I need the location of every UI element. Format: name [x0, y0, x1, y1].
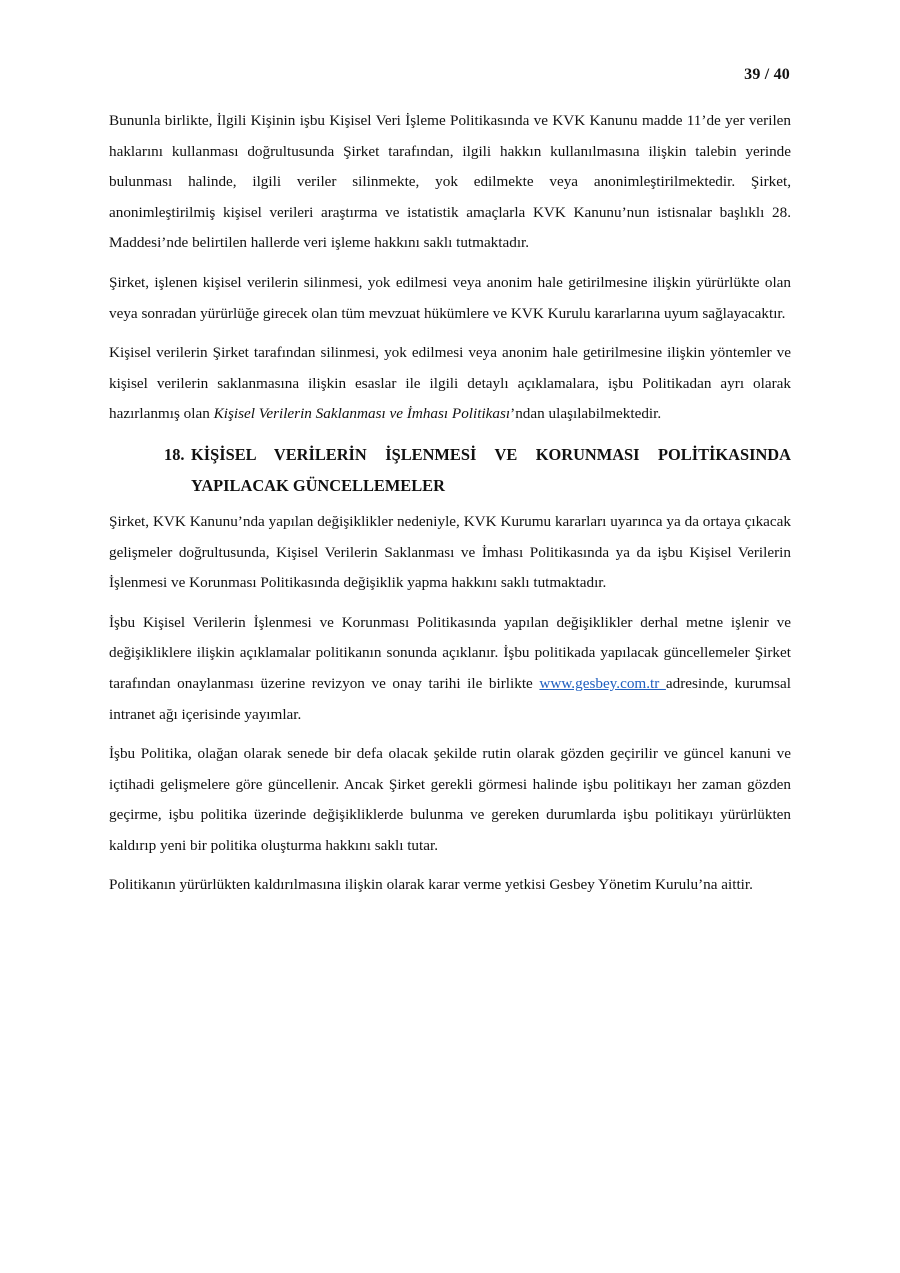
paragraph-right-to-amend: Şirket, KVK Kanunu’nda yapılan değişiklikler nedeniyle, KVK Kurumu kararları uyarınca ya da ortaya çıkacak gelişmeler doğrultusunda, Kişisel Verilerin Saklanması ve İmhası Politikasında ya da işbu Kişisel Verilerin İşlenmesi ve Korunması Politikasında değişiklik yapma hakkını saklı tutmaktadır.	[109, 512, 791, 592]
section-title: KİŞİSEL VERİLERİN İŞLENMESİ VE KORUNMASI POLİTİKASINDA YAPILACAK GÜNCELLEMELER	[191, 444, 791, 495]
paragraph-text: İşbu Kişisel Verilerin İşlenmesi ve Korunması Politikasında yapılan değişiklikler derhal metne işlenir ve değişikliklere ilişkin açıklamalar politikanın sonunda açıklanır. İşbu politikada yapılacak güncellemeler Şirket tarafından onaylanması üzerine revizyon ve onay tarihi ile birlikte	[109, 613, 791, 692]
page-number: 39 / 40	[744, 66, 790, 83]
paragraph-text: ’ndan ulaşılabilmektedir.	[510, 405, 662, 423]
paragraph-annual-review: İşbu Politika, olağan olarak senede bir defa olacak şekilde rutin olarak gözden geçirilir ve güncel kanuni ve içtihadi gelişmelere göre güncellenir. Ancak Şirket gerekli görmesi halinde işbu politikayı her zaman gözden geçirme, işbu politika üzerinde değişikliklerde bulunma ve gereken durumlarda işbu politikayı yürürlükten kaldırıp yeni bir politika oluşturma hakkını saklı tutar.	[109, 745, 791, 854]
paragraph-text: Kişisel verilerin Şirket tarafından silinmesi, yok edilmesi veya anonim hale getirilmesine ilişkin yöntemler ve kişisel verilerin saklanmasına ilişkin esaslar ile ilgili detaylı açıklamalara, işbu Politikadan ayrı olarak hazırlanmış olan	[109, 344, 791, 423]
policy-title-italic: Kişisel Verilerin Saklanması ve İmhası Politikası	[213, 405, 511, 423]
section-number: 18.	[164, 444, 185, 464]
section-heading	[109, 439, 791, 501]
website-link[interactable]: www.gesbey.com.tr	[539, 674, 666, 692]
paragraph-publication	[109, 608, 791, 730]
paragraph-retention-policy-reference	[109, 338, 791, 430]
paragraph-revocation-authority: Politikanın yürürlükten kaldırılmasına ilişkin olarak karar verme yetkisi Gesbey Yönetim Kurulu’na aittir.	[109, 876, 753, 894]
paragraph-text: adresinde, kurumsal intranet ağı içerisinde yayımlar.	[109, 674, 792, 723]
document-body	[109, 106, 791, 910]
paragraph-compliance: Şirket, işlenen kişisel verilerin silinmesi, yok edilmesi veya anonim hale getirilmesine ilişkin yürürlükte olan veya sonradan yürürlüğe girecek olan tüm mevzuat hükümlere ve KVK Kurulu kararlarına uyum sağlayacaktır.	[109, 273, 791, 322]
paragraph-data-deletion-rights: Bununla birlikte, İlgili Kişinin işbu Kişisel Veri İşleme Politikasında ve KVK Kanunu madde 11’de yer verilen haklarını kullanması doğrultusunda Şirket tarafından, ilgili hakkın kullanılmasına ilişkin talebin yerinde bulunması halinde, ilgili veriler silinmekte, yok edilmekte veya anonimleştirilmektedir. Şirket, anonimleştirilmiş kişisel verileri araştırma ve istatistik amaçlarla KVK Kanunu’nun istisnalar başlıklı 28. Maddesi’nde belirtilen hallerde veri işleme hakkını saklı tutmaktadır.	[109, 112, 791, 252]
